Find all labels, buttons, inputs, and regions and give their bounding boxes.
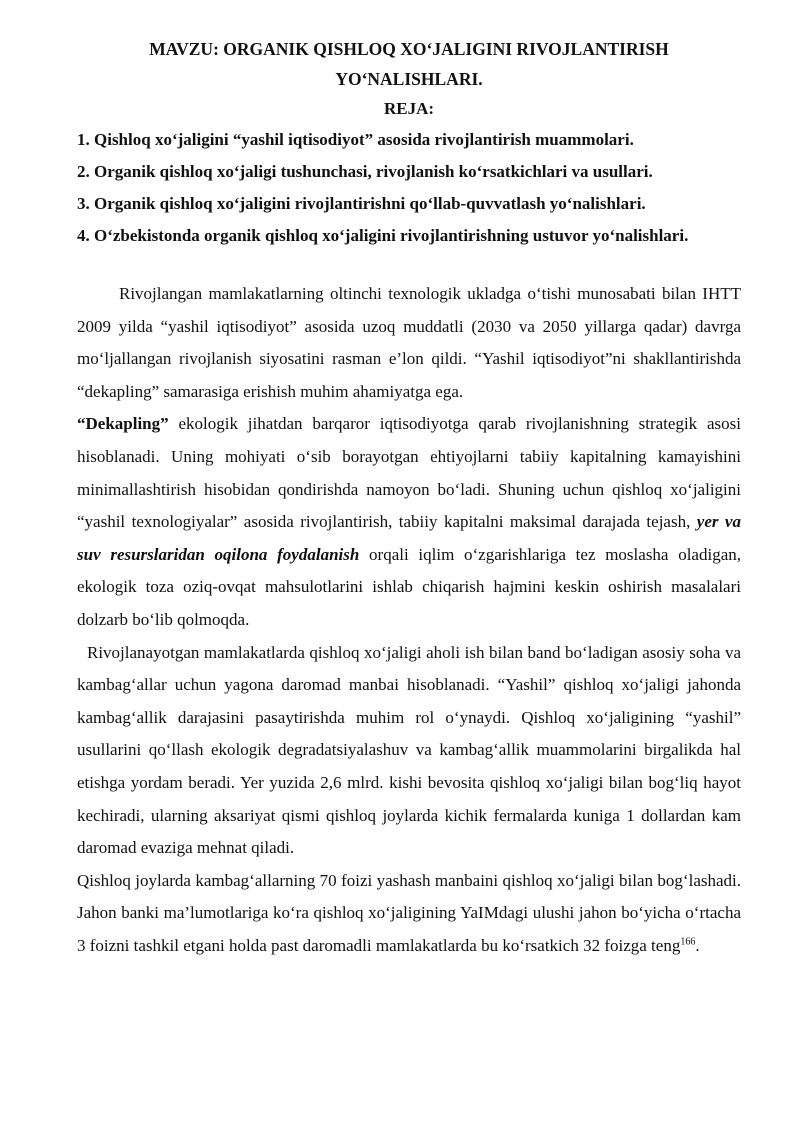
paragraph-2 bbox=[77, 408, 741, 636]
dekapling-term: “Dekapling” bbox=[77, 414, 169, 434]
footnote-reference[interactable]: 166 bbox=[680, 936, 696, 948]
paragraph-3: Rivojlanayotgan mamlakatlarda qishloq xo‘jaligi aholi ish bilan band bo‘ladigan asosiy soha va kambag‘allar uchun yagona daromad manbai hisoblanadi. “Yashil” qishloq xo‘jaligi jahonda kambag‘allik darajasini pasaytirishda muhim rol o‘ynaydi. Qishloq xo‘jaligining “yashil” usullarini qo‘llash ekologik degradatsiyalashuv va kambag‘allik muammolarini birgalikda hal etishga yordam beradi. Yer yuzida 2,6 mlrd. kishi bevosita qishloq xo‘jaligi bilan bog‘liq hayot kechiradi, ularning aksariyat qismi qishloq joylarda kichik fermalarda kuniga 1 dollardan kam daromad evaziga mehnat qiladi. bbox=[77, 642, 741, 858]
paragraph-2-text-2: orqali iqlim o‘zgarishlariga tez moslasha oladigan, ekologik toza oziq-ovqat mahsulotlarini ishlab chiqarish hajmini keskin oshirish masalalari dolzarb bo‘lib qolmoqda. bbox=[77, 544, 741, 629]
paragraph-1: Rivojlangan mamlakatlarning oltinchi texnologik ukladga o‘tishi munosabati bilan IHTT 2009 yilda “yashil iqtisodiyot” asosida uzoq muddatli (2030 va 2050 yillarga qadar) davrga mo‘ljallangan rivojlanish siyosatini rasman e’lon qildi. “Yashil iqtisodiyot”ni shakllantirishda “dekapling” samarasiga erishish muhim ahamiyatga ega. bbox=[77, 284, 741, 401]
section-spacer bbox=[77, 252, 741, 278]
plan-item-2: 2. Organik qishloq xo‘jaligi tushunchasi, rivojlanish ko‘rsatkichlari va usullari. bbox=[77, 162, 653, 181]
document-page bbox=[77, 34, 741, 962]
paragraph-4-text: Qishloq joylarda kambag‘allarning 70 foizi yashash manbaini qishloq xo‘jaligi bilan bog‘lashadi. Jahon banki ma’lumotlariga ko‘ra qishloq xo‘jaligining YaIMdagi ulushi jahon bo‘yicha o‘rtacha 3 foizni tashkil etgani holda past daromadli mamlakatlarda bu ko‘rsatkich 32 foizga teng bbox=[77, 870, 741, 955]
title-line-1: MAVZU: ORGANIK QISHLOQ XO‘JALIGINI RIVOJLANTIRISH bbox=[149, 39, 669, 59]
plan-item-3: 3. Organik qishloq xo‘jaligini rivojlantirishni qo‘llab-quvvatlash yo‘nalishlari. bbox=[77, 194, 646, 213]
paragraph-4 bbox=[77, 865, 741, 963]
document-title bbox=[77, 34, 741, 94]
paragraph-4-end: . bbox=[695, 935, 700, 955]
plan-item-1: 1. Qishloq xo‘jaligini “yashil iqtisodiyot” asosida rivojlantirish muammolari. bbox=[77, 130, 634, 149]
plan-heading: REJA: bbox=[383, 99, 435, 118]
plan-list bbox=[77, 124, 741, 252]
title-line-2: YO‘NALISHLARI. bbox=[335, 69, 483, 89]
paragraph-2-text-1: ekologik jihatdan barqaror iqtisodiyotga qarab rivojlanishning strategik asosi hisoblanadi. Uning mohiyati o‘sib borayotgan ehtiyojlarni tabiiy kapitalning kamayishini minimallashtirish hisobidan qondirishda namoyon bo‘ladi. Shuning uchun qishloq xo‘jaligini “yashil texnologiyalar” asosida rivojlantirish, tabiiy kapitalni maksimal darajada tejash, bbox=[77, 414, 741, 532]
plan-item-4: 4. O‘zbekistonda organik qishloq xo‘jaligini rivojlantirishning ustuvor yo‘nalishlari. bbox=[77, 226, 689, 245]
emphasis-resources: yer va suv resurslaridan oqilona foydalanish bbox=[77, 512, 741, 564]
